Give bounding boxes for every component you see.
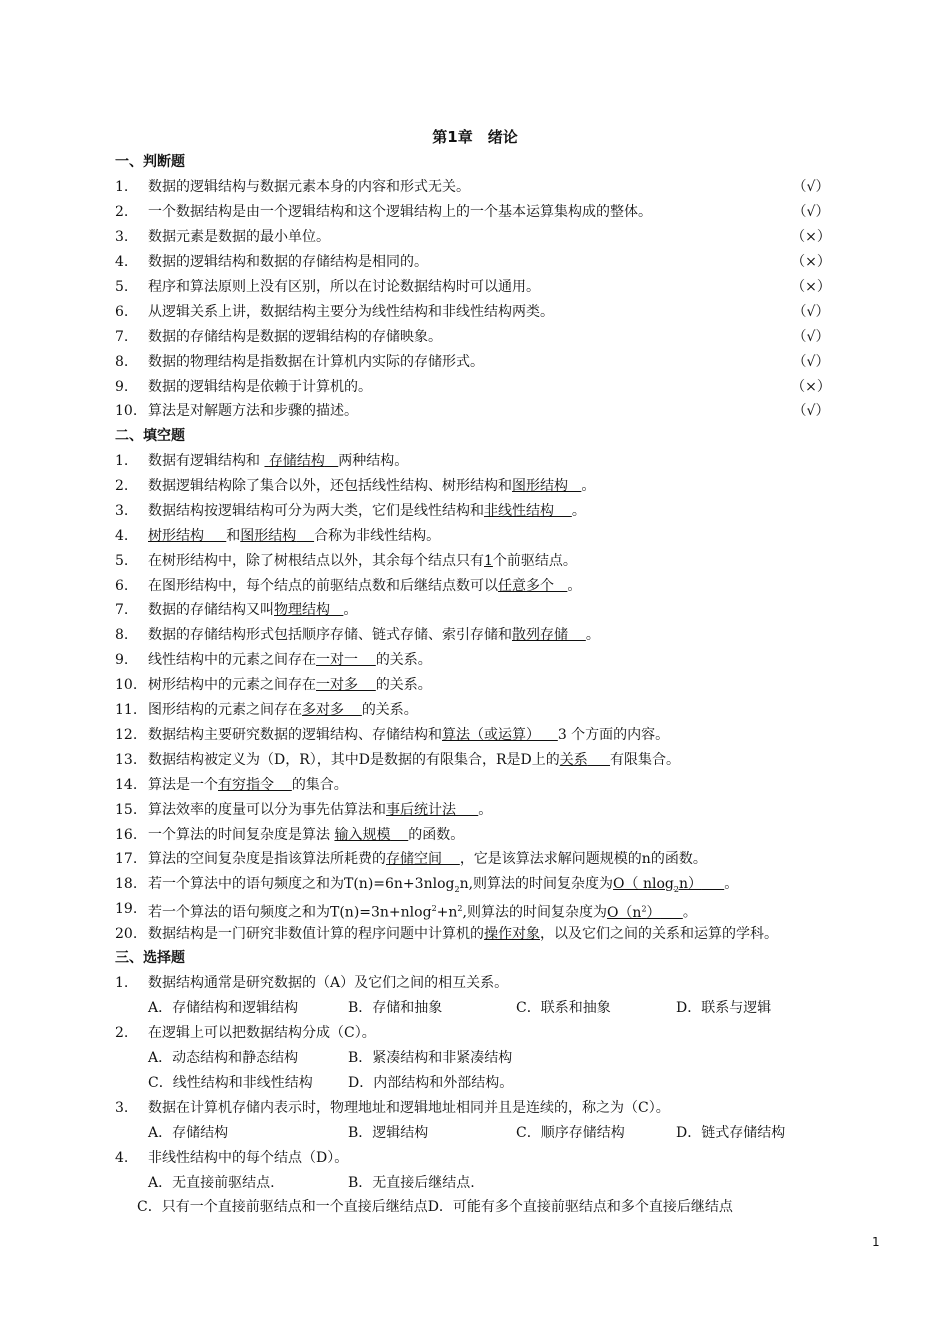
- fill-answer: 任意多个: [498, 578, 554, 594]
- fill-answer: 图形结构: [512, 478, 568, 494]
- fill-item-4: 4. 树形结构 和图形结构 合称为非线性结构。: [115, 528, 441, 544]
- fill-item-17: 17. 算法的空间复杂度是指该算法所耗费的存储空间 ，它是该算法求解问题规模的n的函数。: [115, 851, 707, 867]
- fill-answer: O（ nlog$_2$n）: [613, 876, 702, 894]
- judge-item-2: [115, 202, 910, 222]
- answer-mark: （×）: [791, 254, 831, 270]
- item-number: 4.: [115, 254, 129, 270]
- judge-item-3: [115, 227, 910, 247]
- section-heading-judge: 一、判断题: [115, 154, 185, 170]
- judge-item-6: [115, 302, 910, 322]
- item-number: 3.: [115, 229, 129, 245]
- item-text: 数据的逻辑结构与数据元素本身的内容和形式无关。: [148, 179, 470, 195]
- judge-item-9: [115, 377, 910, 397]
- answer-mark: （√）: [792, 179, 830, 195]
- fill-item-11: 11. 图形结构的元素之间存在多对多 的关系。: [115, 702, 418, 718]
- judge-item-1: [115, 177, 910, 197]
- fill-answer: 散列存储: [512, 627, 568, 643]
- item-number: 2.: [115, 204, 129, 220]
- item-text: 程序和算法原则上没有区别，所以在讨论数据结构时可以通用。: [148, 279, 540, 295]
- fill-answer: 操作对象: [484, 926, 540, 942]
- fill-answer: 算法（或运算）: [442, 727, 540, 743]
- item-number: 1.: [115, 179, 129, 195]
- judge-item-7: [115, 327, 910, 347]
- answer-mark: （√）: [792, 304, 830, 320]
- fill-item-13: 13. 数据结构被定义为（D，R），其中D是数据的有限集合，R是D上的关系 有限集合。: [115, 752, 681, 768]
- fill-answer: 存储结构: [268, 453, 325, 469]
- fill-item-1: 1. 数据有逻辑结构和 存储结构 两种结构。: [115, 453, 409, 469]
- section-heading-fill: 二、填空题: [115, 428, 185, 444]
- section-heading-choice: 三、选择题: [115, 950, 185, 966]
- item-text: 数据的物理结构是指数据在计算机内实际的存储形式。: [148, 354, 484, 370]
- choice-option: D．联系与逻辑: [676, 1000, 772, 1016]
- answer-mark: （√）: [792, 354, 830, 370]
- fill-answer: 关系: [559, 752, 588, 768]
- item-number: 10.: [115, 403, 138, 419]
- fill-answer: 输入规模: [334, 827, 391, 843]
- fill-item-2: 2. 数据逻辑结构除了集合以外，还包括线性结构、树形结构和图形结构 。: [115, 478, 596, 494]
- judge-item-8: [115, 352, 910, 372]
- fill-item-19: 19. 若一个算法的语句频度之和为$T(n)=3n+nlog^2+n^2$,则算法的时间复杂度为$O(n^2)$ 。: [115, 901, 697, 921]
- fill-answer: 一对一: [316, 652, 358, 668]
- fill-item-15: 15. 算法效率的度量可以分为事先估算法和事后统计法 。: [115, 802, 493, 818]
- fill-item-8: 8. 数据的存储结构形式包括顺序存储、链式存储、索引存储和散列存储 。: [115, 627, 600, 643]
- fill-item-16: 16. 一个算法的时间复杂度是算法 输入规模 的函数。: [115, 827, 465, 843]
- fill-answer: 一对多: [316, 677, 358, 693]
- choice-option: B．无直接后继结点.: [348, 1175, 475, 1191]
- judge-item-5: [115, 277, 910, 297]
- fill-answer: 非线性结构: [484, 503, 554, 519]
- item-text: 数据的存储结构是数据的逻辑结构的存储映象。: [148, 329, 442, 345]
- fill-item-18: 18. 若一个算法中的语句频度之和为T(n)=6n+3nlog$_2$n,则算法的时间复杂度为O（ nlog$_2$n） 。: [115, 876, 739, 894]
- fill-item-12: 12. 数据结构主要研究数据的逻辑结构、存储结构和算法（或运算） 3 个方面的内容。: [115, 727, 670, 743]
- fill-item-7: 7. 数据的存储结构又叫物理结构 。: [115, 602, 358, 618]
- choice-option: C．顺序存储结构: [516, 1125, 625, 1141]
- chapter-title: 第1章 绪论: [432, 128, 518, 146]
- item-text: 一个数据结构是由一个逻辑结构和这个逻辑结构上的一个基本运算集构成的整体。: [148, 204, 652, 220]
- judge-item-10: [115, 401, 910, 421]
- fill-item-10: 10. 树形结构中的元素之间存在一对多 的关系。: [115, 677, 432, 693]
- fill-answer: 物理结构: [274, 602, 330, 618]
- answer-mark: （×）: [791, 279, 831, 295]
- item-number: 8.: [115, 354, 129, 370]
- fill-answer: 多对多: [302, 702, 344, 718]
- choice-question-3: 3. 数据在计算机存储内表示时，物理地址和逻辑地址相同并且是连续的，称之为（C）。: [115, 1100, 670, 1116]
- fill-item-3: 3. 数据结构按逻辑结构可分为两大类，它们是线性结构和非线性结构 。: [115, 503, 586, 519]
- choice-option: C．只有一个直接前驱结点和一个直接后继结点D．可能有多个直接前驱结点和多个直接后继结点: [137, 1199, 733, 1215]
- fill-item-5: 5. 在树形结构中，除了树根结点以外，其余每个结点只有1个前驱结点。: [115, 553, 577, 569]
- choice-option: A．动态结构和静态结构: [148, 1050, 299, 1066]
- choice-option: D．链式存储结构: [676, 1125, 786, 1141]
- choice-question-4: 4. 非线性结构中的每个结点（D）。: [115, 1150, 349, 1166]
- choice-option: B．存储和抽象: [348, 1000, 443, 1016]
- choice-question-1: 1. 数据结构通常是研究数据的（A）及它们之间的相互关系。: [115, 975, 509, 991]
- choice-option: B．紧凑结构和非紧凑结构: [348, 1050, 513, 1066]
- choice-option: D．内部结构和外部结构。: [348, 1075, 514, 1091]
- fill-item-9: 9. 线性结构中的元素之间存在一对一 的关系。: [115, 652, 432, 668]
- item-text: 数据的逻辑结构和数据的存储结构是相同的。: [148, 254, 428, 270]
- item-number: 6.: [115, 304, 129, 320]
- choice-option: A．存储结构和逻辑结构: [148, 1000, 299, 1016]
- fill-answer: 图形结构: [240, 528, 297, 544]
- choice-question-2: 2. 在逻辑上可以把数据结构分成（C）。: [115, 1025, 376, 1041]
- choice-option: C．联系和抽象: [516, 1000, 611, 1016]
- item-text: 数据元素是数据的最小单位。: [148, 229, 330, 245]
- fill-answer: 事后统计法: [386, 802, 456, 818]
- fill-answer: $O(n^2)$: [606, 904, 661, 921]
- answer-mark: （√）: [792, 329, 830, 345]
- item-text: 算法是对解题方法和步骤的描述。: [148, 403, 358, 419]
- answer-mark: （×）: [791, 379, 831, 395]
- fill-item-14: 14. 算法是一个有穷指令 的集合。: [115, 777, 348, 793]
- answer-mark: （√）: [792, 204, 830, 220]
- fill-answer: 树形结构: [148, 528, 204, 544]
- item-number: 7.: [115, 329, 129, 345]
- fill-answer: 存储空间: [386, 851, 442, 867]
- page-number: 1: [872, 1235, 880, 1249]
- answer-mark: （√）: [792, 403, 830, 419]
- choice-option: C．线性结构和非线性结构: [148, 1075, 313, 1091]
- choice-option: A．存储结构: [148, 1125, 229, 1141]
- answer-mark: （×）: [791, 229, 831, 245]
- fill-answer: 1: [484, 553, 493, 569]
- choice-option: A．无直接前驱结点.: [148, 1175, 275, 1191]
- choice-option: B．逻辑结构: [348, 1125, 429, 1141]
- item-number: 9.: [115, 379, 129, 395]
- fill-item-20: 20. 数据结构是一门研究非数值计算的程序问题中计算机的操作对象，以及它们之间的关系和运算的学科。: [115, 926, 778, 942]
- fill-answer: 有穷指令: [218, 777, 274, 793]
- fill-item-6: 6. 在图形结构中，每个结点的前驱结点数和后继结点数可以任意多个 。: [115, 578, 582, 594]
- item-text: 从逻辑关系上讲，数据结构主要分为线性结构和非线性结构两类。: [148, 304, 554, 320]
- judge-item-4: [115, 252, 910, 272]
- item-number: 1.: [115, 453, 129, 469]
- item-number: 5.: [115, 279, 129, 295]
- item-text: 数据的逻辑结构是依赖于计算机的。: [148, 379, 372, 395]
